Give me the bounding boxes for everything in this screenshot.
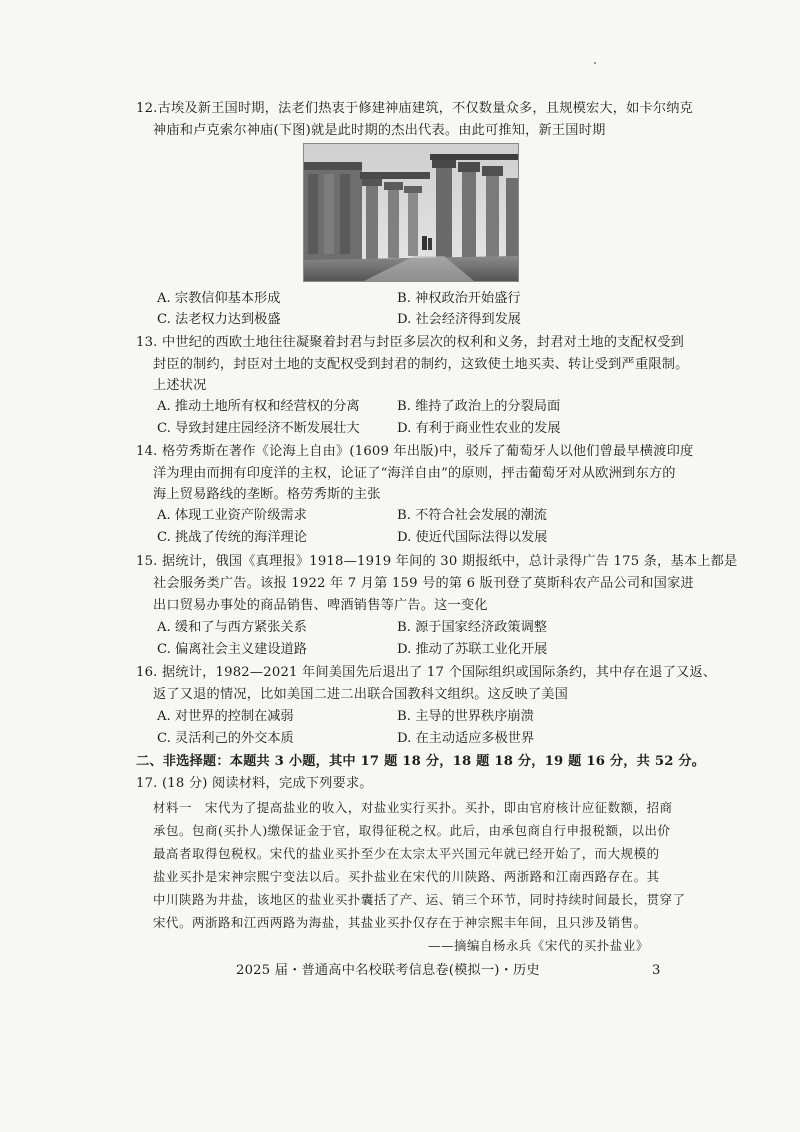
q16-option-d: D. 在主动适应多极世界 [397, 731, 535, 746]
section-heading-nonchoice: 二、非选择题：本题共 3 小题，其中 17 题 18 分，18 题 18 分，19 题 16 分，共 52 分。 [136, 754, 706, 769]
q12-option-c: C. 法老权力达到极盛 [157, 312, 281, 327]
q13-line1: 13. 中世纪的西欧土地往往凝聚着封君与封臣多层次的权利和义务，封君对土地的支配权受到 [136, 335, 685, 350]
q16-option-c: C. 灵活利己的外交本质 [157, 731, 294, 746]
q16-option-a: A. 对世界的控制在减弱 [157, 709, 294, 724]
q17-material-line2: 承包。包商(买扑人)缴保证金于官，取得征税之权。此后，由承包商自行申报税额，以出价 [153, 823, 671, 838]
q13-option-b: B. 维持了政治上的分裂局面 [397, 399, 561, 414]
q14-option-c: C. 挑战了传统的海洋理论 [157, 530, 307, 545]
q13-option-a: A. 推动土地所有权和经营权的分离 [157, 399, 360, 414]
q14-line2: 洋为理由而拥有印度洋的主权，论证了“海洋自由”的原则，抨击葡萄牙对从欧洲到东方的 [153, 466, 676, 481]
q17-source: ——摘编自杨永兵《宋代的买扑盐业》 [428, 938, 649, 953]
q14-option-d: D. 使近代国际法得以发展 [397, 530, 548, 545]
q12-line2: 神庙和卢克索尔神庙(下图)就是此时期的杰出代表。由此可推知，新王国时期 [153, 123, 606, 138]
q15-line3: 出口贸易办事处的商品销售、啤酒销售等广告。这一变化 [153, 598, 488, 613]
q14-line1: 14. 格劳秀斯在著作《论海上自由》(1609 年出版)中，驳斥了葡萄牙人以他们曾最早横渡印度 [136, 444, 694, 459]
q15-option-d: D. 推动了苏联工业化开展 [397, 642, 548, 657]
q13-line2: 封臣的制约，封臣对土地的支配权受到封君的制约，这致使土地买卖、转让受到严重限制。 [153, 357, 689, 372]
q17-material-line3: 最高者取得包税权。宋代的盐业买扑至少在太宗太平兴国元年就已经开始了，而大规模的 [153, 846, 660, 861]
q12-option-b: B. 神权政治开始盛行 [397, 291, 521, 306]
q14-line3: 海上贸易路线的垄断。格劳秀斯的主张 [153, 487, 381, 502]
q16-line1: 16. 据统计，1982—2021 年间美国先后退出了 17 个国际组织或国际条约，其中存在退了又返、 [136, 665, 717, 680]
page-number: 3 [652, 963, 661, 978]
q13-option-d: D. 有利于商业性农业的发展 [397, 421, 561, 436]
q14-option-b: B. 不符合社会发展的潮流 [397, 508, 547, 523]
luxor-temple-photo [303, 143, 519, 282]
footer-title: 2025 届・普通高中名校联考信息卷(模拟一)・历史 [236, 963, 540, 978]
q13-line3: 上述状况 [153, 378, 207, 393]
q15-option-a: A. 缓和了与西方紧张关系 [157, 620, 307, 635]
q17-material-line4: 盐业买扑是宋神宗熙宁变法以后。买扑盐业在宋代的川陕路、两浙路和江南西路存在。其 [153, 869, 660, 884]
q14-option-a: A. 体现工业资产阶级需求 [157, 508, 307, 523]
q13-option-c: C. 导致封建庄园经济不断发展壮大 [157, 421, 360, 436]
q15-line1: 15. 据统计，俄国《真理报》1918—1919 年间的 30 期报纸中，总计录得广告 175 条，基本上都是 [136, 554, 738, 569]
speck [594, 62, 596, 64]
q12-option-d: D. 社会经济得到发展 [397, 312, 521, 327]
q15-option-b: B. 源于国家经济政策调整 [397, 620, 547, 635]
q15-option-c: C. 偏离社会主义建设道路 [157, 642, 307, 657]
q17-material-line1: 材料一 宋代为了提高盐业的收入，对盐业实行买扑。买扑，即由官府核计应征数额，招商 [153, 800, 673, 815]
q17-intro: 17. (18 分) 阅读材料，完成下列要求。 [136, 776, 373, 791]
q12-line1: 12.古埃及新王国时期，法老们热衷于修建神庙建筑，不仅数量众多，且规模宏大，如卡尔纳克 [136, 101, 694, 116]
q16-option-b: B. 主导的世界秩序崩溃 [397, 709, 534, 724]
q17-material-line6: 宋代。两浙路和江西两路为海盐，其盐业买扑仅存在于神宗熙丰年间，且只涉及销售。 [153, 915, 647, 930]
q17-material-line5: 中川陕路为井盐，该地区的盐业买扑囊括了产、运、销三个环节，同时持续时间最长，贯穿了 [153, 892, 686, 907]
q16-line2: 返了又退的情况，比如美国二进二出联合国教科文组织。这反映了美国 [153, 687, 569, 702]
q15-line2: 社会服务类广告。该报 1922 年 7 月第 159 号的第 6 版刊登了莫斯科农产品公司和国家进 [153, 576, 694, 591]
q12-option-a: A. 宗教信仰基本形成 [157, 291, 281, 306]
